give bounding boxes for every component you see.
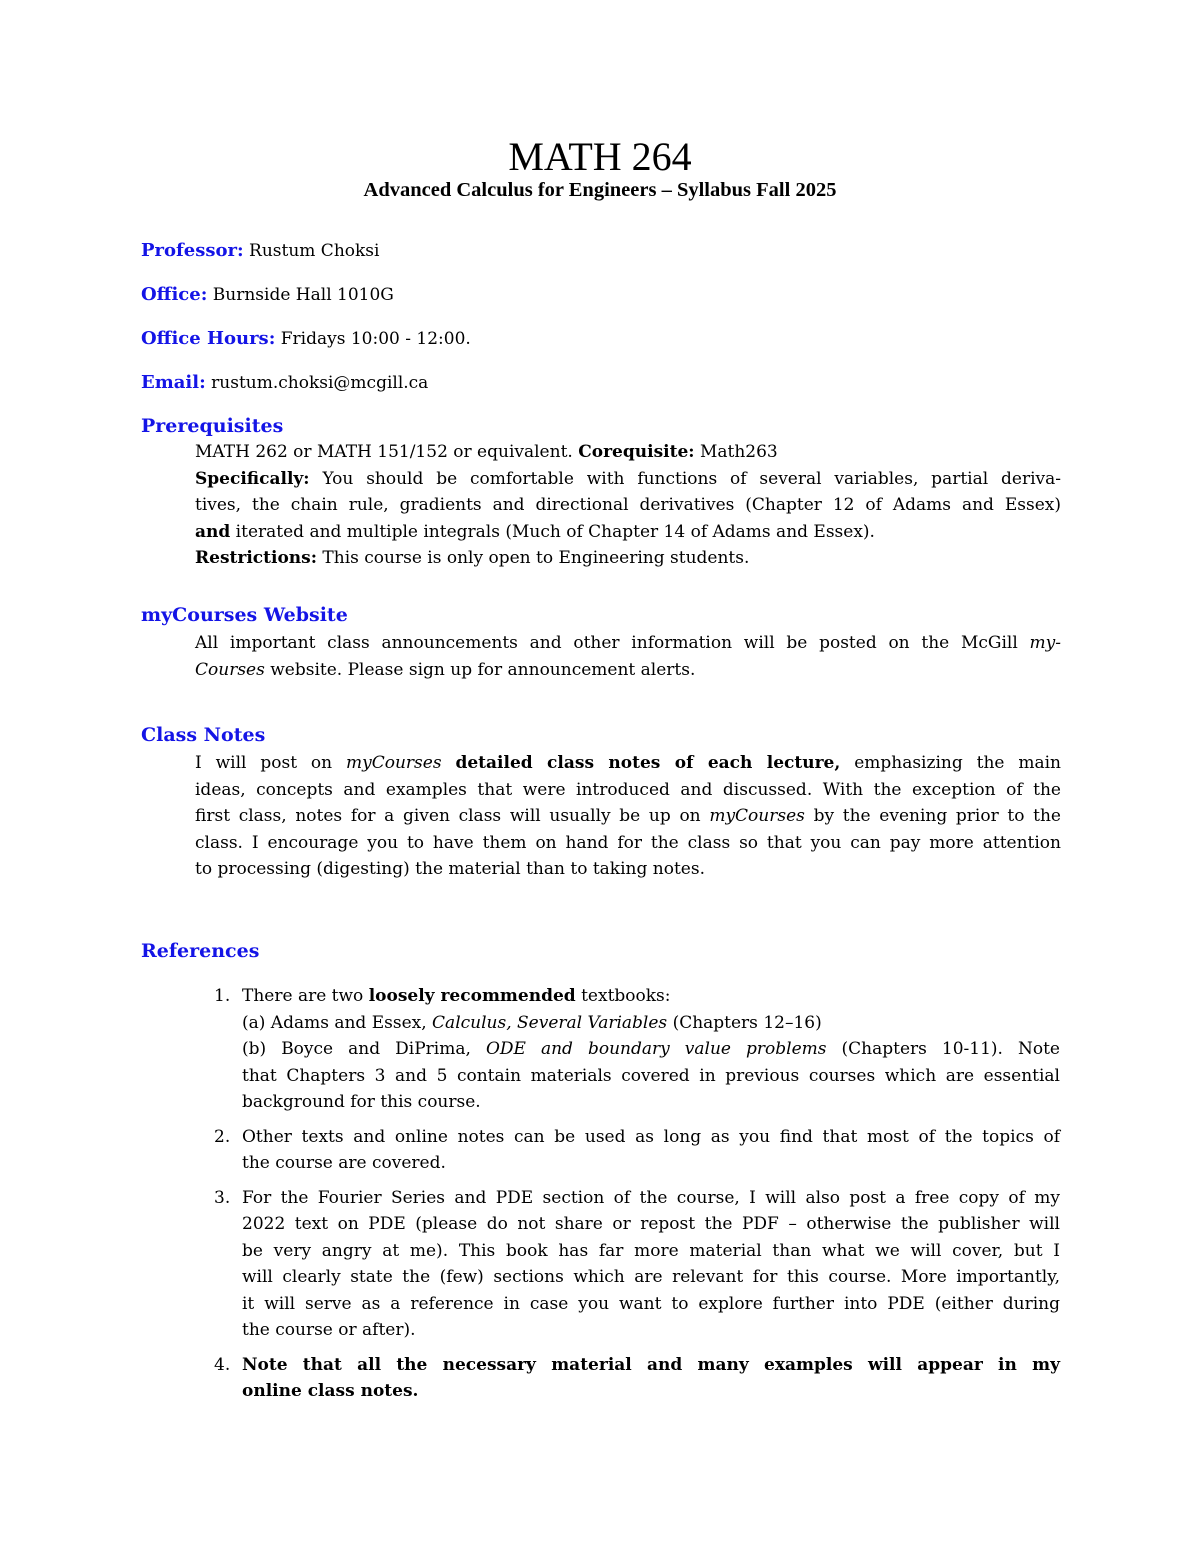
professor-value: Rustum Choksi [249,241,380,261]
ref1-text-a: There are two [242,986,364,1006]
ref3-line-4: will clearly state the (few) sections which are relevant for this course. More importantly, [242,1267,1060,1287]
mycourses-body [195,630,1061,683]
ref1-bold: loosely recommended [368,986,576,1006]
ref3-line-5: it will serve as a reference in case you want to explore further into PDE (either during [242,1293,1060,1314]
ref1a-suffix: (Chapters 12–16) [672,1012,822,1033]
email-value: rustum.choksi@mcgill.ca [211,373,429,393]
references-list [0,983,1200,1413]
ref4-line-2: online class notes. [242,1381,419,1401]
mycourses-italic-1: my- [1029,633,1061,653]
office-hours-value: Fridays 10:00 - 12:00. [280,329,471,349]
ref1a-prefix: (a) Adams and Essex, [242,1012,427,1033]
prerequisites-heading: Prerequisites [141,415,284,437]
ref1-sub-b [242,1036,1060,1063]
corequisite-label: Corequisite: [578,442,695,462]
reference-item-2 [214,1124,1060,1177]
class-notes-line-2: ideas, concepts and examples that were introduced and discussed. With the exception of the [195,779,1061,800]
class-notes-heading: Class Notes [141,724,266,746]
mycourses-line-1 [195,630,1061,657]
ref1a-title: Calculus, Several Variables [432,1012,668,1033]
notes-text-3c: by the evening prior to the [813,806,1061,826]
reference-number: 2. [214,1126,231,1147]
and-label: and [195,521,231,542]
ref1-sub-b-line-3: background for this course. [242,1092,481,1112]
class-notes-line-5: to processing (digesting) the material than to taking notes. [195,859,705,879]
class-notes-body [195,750,1061,883]
office-line [141,282,394,308]
mycourses-italic-2: Courses [195,659,265,680]
ref2-line-1: Other texts and online notes can be used as long as you find that most of the topics of [242,1126,1060,1147]
ref1-sub-a [242,1010,1060,1037]
notes-text-1d: emphasizing the main [854,753,1061,773]
notes-text-3a: first class, notes for a given class will usually be up on [195,806,701,826]
notes-mycourses-3: myCourses [709,806,805,826]
notes-mycourses-1: myCourses [346,753,442,773]
office-label: Office: [141,284,208,305]
prereq-line-4 [195,519,1061,546]
professor-label: Professor: [141,240,244,261]
reference-item-3 [214,1185,1060,1344]
ref1b-prefix: (b) Boyce and DiPrima, [242,1039,471,1059]
email-line [141,370,428,396]
ref3-line-6: the course or after). [242,1320,416,1340]
reference-number: 1. [214,986,231,1006]
restrictions-label: Restrictions: [195,548,317,568]
class-notes-line-3 [195,803,1061,830]
corequisite-value: Math263 [699,442,778,462]
ref3-line-1: For the Fourier Series and PDE section of the course, I will also post a free copy of my [242,1187,1060,1208]
prereq-line-2 [195,466,1061,493]
notes-bold-phrase: detailed class notes of each lecture, [455,753,841,773]
office-value: Burnside Hall 1010G [212,285,394,305]
restrictions-value: This course is only open to Engineering students. [322,548,750,568]
office-hours-label: Office Hours: [141,328,276,349]
ref1-text-c: textbooks: [581,986,671,1006]
ref3-line-2: 2022 text on PDE (please do not share or repost the PDF – otherwise the publisher will [242,1214,1060,1234]
reference-number: 3. [214,1187,231,1208]
office-hours-line [141,326,471,352]
mycourses-line-2 [195,657,1061,684]
prerequisites-body [195,439,1061,572]
mycourses-heading: myCourses Website [141,604,348,626]
reference-item-1 [214,983,1060,1116]
references-heading: References [141,940,260,962]
class-notes-line-1 [195,750,1061,777]
reference-number: 4. [214,1354,231,1375]
mycourses-text-1: All important class announcements and other information will be posted on the McGill [195,633,1018,653]
ref1b-suffix: (Chapters 10-11). Note [841,1039,1060,1059]
ref4-line-1: Note that all the necessary material and many examples will appear in my [242,1354,1060,1375]
ref1b-title: ODE and boundary value problems [485,1039,827,1059]
prereq-line-4-text: iterated and multiple integrals (Much of Chapter 14 of Adams and Essex). [235,521,875,542]
course-title: MATH 264 [508,134,692,179]
specifically-label: Specifically: [195,468,310,489]
ref1-sub-b-line-2: that Chapters 3 and 5 contain materials covered in previous courses which are essential [242,1065,1060,1086]
professor-line [141,238,379,264]
specifically-text: You should be comfortable with functions of several variables, partial deriva- [322,468,1061,489]
reference-item-4 [214,1352,1060,1405]
ref2-line-2: the course are covered. [242,1153,446,1173]
ref3-line-3: be very angry at me). This book has far more material than what we will cover, but I [242,1240,1060,1261]
course-subtitle: Advanced Calculus for Engineers – Syllabus Fall 2025 [363,179,837,201]
restrictions-line [195,545,1061,572]
notes-text-1a: I will post on [195,753,333,773]
ref1-line-1 [242,983,1060,1010]
prereq-line-1 [195,439,1061,466]
mycourses-text-2: website. Please sign up for announcement alerts. [270,659,696,680]
prereq-line-3: tives, the chain rule, gradients and directional derivatives (Chapter 12 of Adams and Essex) [195,495,1061,515]
email-label: Email: [141,372,206,393]
class-notes-line-4: class. I encourage you to have them on hand for the class so that you can pay more attention [195,832,1061,853]
prereq-courses: MATH 262 or MATH 151/152 or equivalent. [195,442,573,462]
